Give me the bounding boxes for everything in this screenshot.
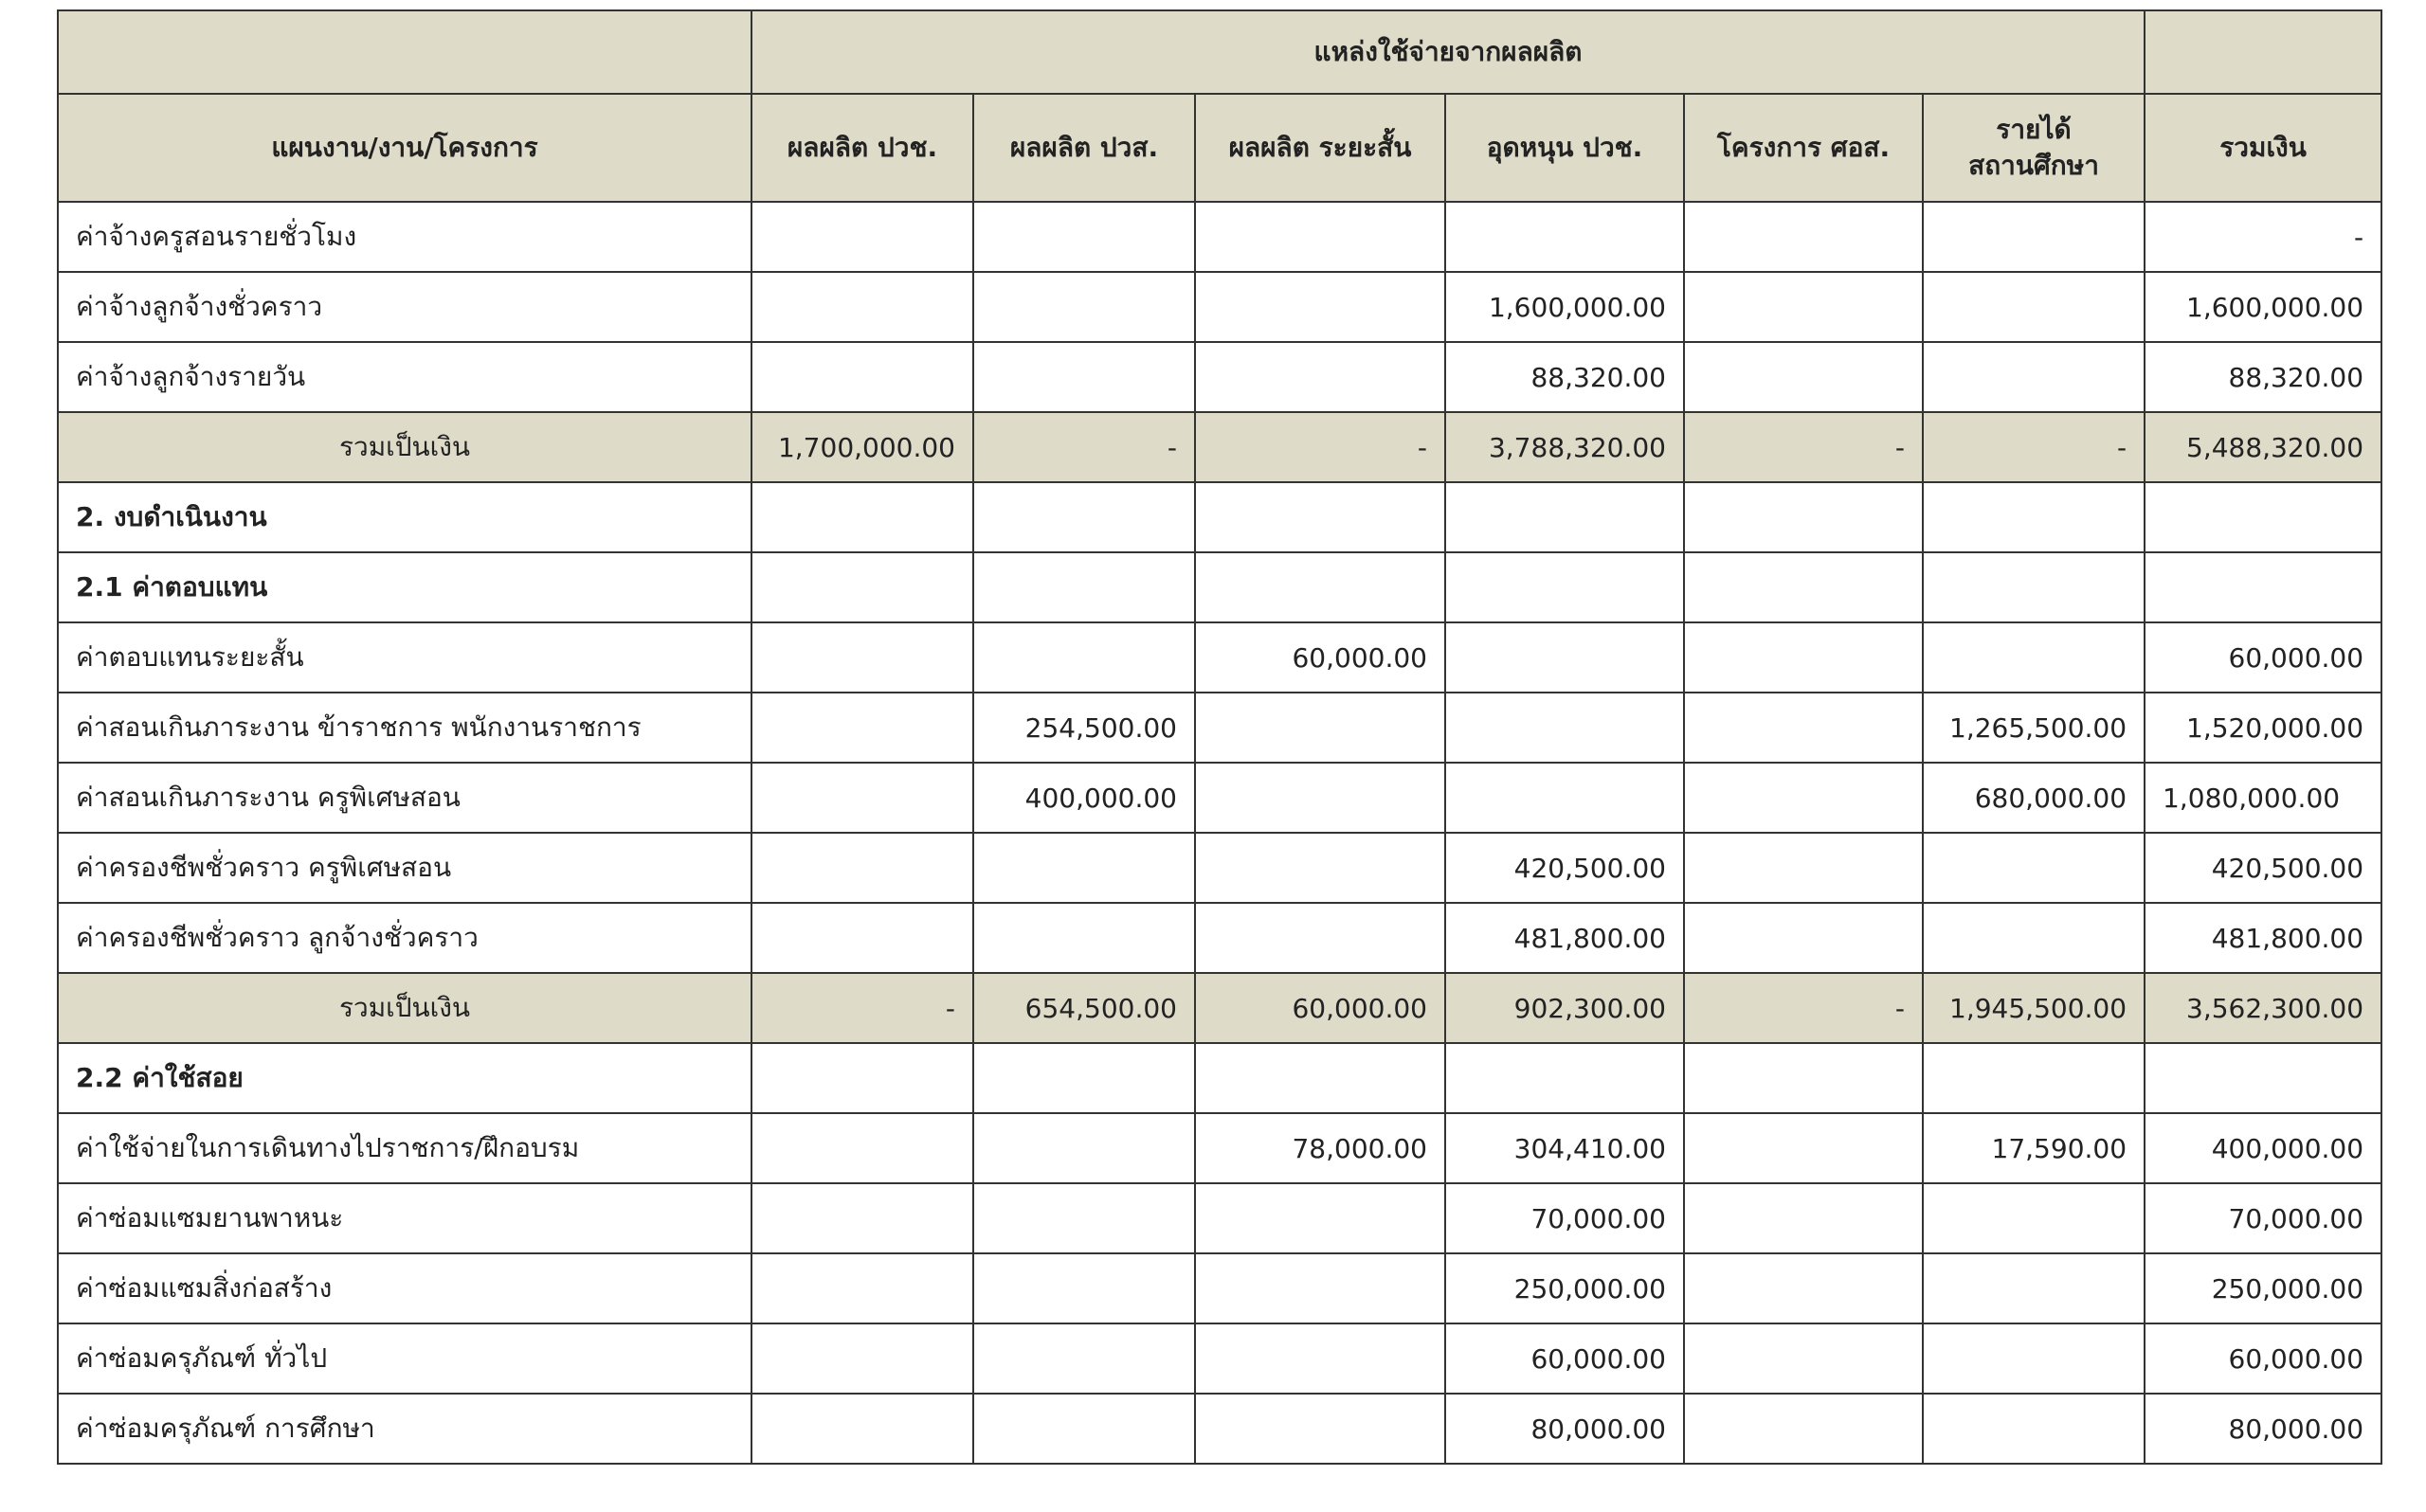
cell-col-3 [1195, 202, 1445, 272]
col-header-high-voc-cert: ผลผลิต ปวส. [973, 94, 1195, 202]
row-label: รวมเป็นเงิน [58, 412, 751, 482]
cell-col-2 [973, 622, 1195, 693]
cell-col-1: 1,700,000.00 [751, 412, 973, 482]
cell-col-4: 60,000.00 [1445, 1323, 1684, 1394]
cell-col-5 [1684, 1113, 1923, 1183]
cell-col-7: 70,000.00 [2145, 1183, 2381, 1253]
cell-col-2 [973, 833, 1195, 903]
cell-col-7: 3,562,300.00 [2145, 973, 2381, 1043]
cell-col-4: 420,500.00 [1445, 833, 1684, 903]
cell-col-4: 70,000.00 [1445, 1183, 1684, 1253]
cell-col-7: 420,500.00 [2145, 833, 2381, 903]
cell-col-5 [1684, 1043, 1923, 1113]
table-row [58, 1323, 2381, 1394]
cell-col-4: 88,320.00 [1445, 342, 1684, 412]
cell-col-6: 680,000.00 [1923, 763, 2145, 833]
row-label: 2.2 ค่าใช้สอย [58, 1043, 751, 1113]
cell-col-7: 1,600,000.00 [2145, 272, 2381, 342]
cell-col-6 [1923, 202, 2145, 272]
row-label: ค่าครองชีพชั่วคราว ครูพิเศษสอน [58, 833, 751, 903]
cell-col-3 [1195, 1394, 1445, 1464]
cell-col-5 [1684, 1323, 1923, 1394]
cell-col-3: - [1195, 412, 1445, 482]
table-row-total [58, 412, 2381, 482]
row-label: ค่าใช้จ่ายในการเดินทางไปราชการ/ฝึกอบรม [58, 1113, 751, 1183]
cell-col-5 [1684, 482, 1923, 552]
cell-col-5 [1684, 272, 1923, 342]
cell-col-3 [1195, 272, 1445, 342]
cell-col-4: 1,600,000.00 [1445, 272, 1684, 342]
col-header-short-course: ผลผลิต ระยะสั้น [1195, 94, 1445, 202]
table-row [58, 1113, 2381, 1183]
col-header-income [1923, 94, 2145, 202]
cell-col-1 [751, 903, 973, 973]
header-blank-right [2145, 10, 2381, 94]
cell-col-6: 1,945,500.00 [1923, 973, 2145, 1043]
table-body [58, 202, 2381, 1464]
cell-col-5 [1684, 763, 1923, 833]
cell-col-2: - [973, 412, 1195, 482]
cell-col-1 [751, 202, 973, 272]
cell-col-3 [1195, 693, 1445, 763]
cell-col-1 [751, 622, 973, 693]
cell-col-4 [1445, 693, 1684, 763]
row-label: 2. งบดำเนินงาน [58, 482, 751, 552]
cell-col-4 [1445, 622, 1684, 693]
table-row [58, 272, 2381, 342]
cell-col-1 [751, 1323, 973, 1394]
cell-col-5 [1684, 622, 1923, 693]
col-header-income-line1: รายได้ [1996, 114, 2072, 146]
cell-col-4 [1445, 763, 1684, 833]
row-label: ค่าตอบแทนระยะสั้น [58, 622, 751, 693]
cell-col-5 [1684, 833, 1923, 903]
row-label: ค่าจ้างลูกจ้างรายวัน [58, 342, 751, 412]
cell-col-5: - [1684, 973, 1923, 1043]
row-label: ค่าซ่อมครุภัณฑ์ ทั่วไป [58, 1323, 751, 1394]
table-row [58, 202, 2381, 272]
cell-col-6: - [1923, 412, 2145, 482]
table-row [58, 1253, 2381, 1323]
row-label: ค่าจ้างลูกจ้างชั่วคราว [58, 272, 751, 342]
col-header-project: โครงการ ศอส. [1684, 94, 1923, 202]
cell-col-1 [751, 763, 973, 833]
cell-col-5: - [1684, 412, 1923, 482]
cell-col-2 [973, 482, 1195, 552]
table-row [58, 1043, 2381, 1113]
cell-col-3: 60,000.00 [1195, 973, 1445, 1043]
cell-col-6 [1923, 903, 2145, 973]
cell-col-4: 902,300.00 [1445, 973, 1684, 1043]
cell-col-4: 481,800.00 [1445, 903, 1684, 973]
cell-col-2 [973, 272, 1195, 342]
cell-col-3 [1195, 482, 1445, 552]
cell-col-2 [973, 202, 1195, 272]
cell-col-7: - [2145, 202, 2381, 272]
cell-col-6 [1923, 1323, 2145, 1394]
cell-col-4: 80,000.00 [1445, 1394, 1684, 1464]
cell-col-2 [973, 1394, 1195, 1464]
cell-col-2: 654,500.00 [973, 973, 1195, 1043]
row-label: ค่าสอนเกินภาระงาน ครูพิเศษสอน [58, 763, 751, 833]
table-row [58, 1183, 2381, 1253]
cell-col-4 [1445, 1043, 1684, 1113]
cell-col-1 [751, 1253, 973, 1323]
cell-col-3 [1195, 1323, 1445, 1394]
cell-col-7: 1,520,000.00 [2145, 693, 2381, 763]
cell-col-4: 304,410.00 [1445, 1113, 1684, 1183]
cell-col-4 [1445, 482, 1684, 552]
cell-col-5 [1684, 1183, 1923, 1253]
row-label: ค่าจ้างครูสอนรายชั่วโมง [58, 202, 751, 272]
table-row [58, 903, 2381, 973]
cell-col-1 [751, 1043, 973, 1113]
cell-col-1: - [751, 973, 973, 1043]
cell-col-2 [973, 1323, 1195, 1394]
cell-col-3 [1195, 763, 1445, 833]
cell-col-2 [973, 1183, 1195, 1253]
cell-col-7: 5,488,320.00 [2145, 412, 2381, 482]
cell-col-1 [751, 342, 973, 412]
cell-col-1 [751, 1394, 973, 1464]
cell-col-6 [1923, 1043, 2145, 1113]
cell-col-6 [1923, 552, 2145, 622]
table-row [58, 482, 2381, 552]
cell-col-5 [1684, 202, 1923, 272]
cell-col-3: 60,000.00 [1195, 622, 1445, 693]
cell-col-3 [1195, 1043, 1445, 1113]
cell-col-6: 17,590.00 [1923, 1113, 2145, 1183]
cell-col-6 [1923, 622, 2145, 693]
cell-col-2: 400,000.00 [973, 763, 1195, 833]
col-header-plan: แผนงาน/งาน/โครงการ [58, 94, 751, 202]
table-row-total [58, 973, 2381, 1043]
cell-col-5 [1684, 342, 1923, 412]
cell-col-6 [1923, 482, 2145, 552]
cell-col-3 [1195, 833, 1445, 903]
col-header-voc-cert: ผลผลิต ปวช. [751, 94, 973, 202]
cell-col-2 [973, 342, 1195, 412]
row-label: รวมเป็นเงิน [58, 973, 751, 1043]
cell-col-2 [973, 903, 1195, 973]
cell-col-6 [1923, 272, 2145, 342]
row-label: ค่าซ่อมแซมยานพาหนะ [58, 1183, 751, 1253]
cell-col-5 [1684, 693, 1923, 763]
table-row [58, 693, 2381, 763]
cell-col-3 [1195, 903, 1445, 973]
cell-col-4 [1445, 552, 1684, 622]
cell-col-5 [1684, 903, 1923, 973]
cell-col-2 [973, 1253, 1195, 1323]
cell-col-3 [1195, 1253, 1445, 1323]
cell-col-7 [2145, 552, 2381, 622]
cell-col-7: 250,000.00 [2145, 1253, 2381, 1323]
table-row [58, 622, 2381, 693]
cell-col-5 [1684, 1394, 1923, 1464]
cell-col-6: 1,265,500.00 [1923, 693, 2145, 763]
table-row [58, 342, 2381, 412]
table-row [58, 763, 2381, 833]
cell-col-6 [1923, 1253, 2145, 1323]
col-header-subsidy-voc: อุดหนุน ปวช. [1445, 94, 1684, 202]
row-label: ค่าซ่อมแซมสิ่งก่อสร้าง [58, 1253, 751, 1323]
cell-col-1 [751, 1113, 973, 1183]
cell-col-1 [751, 552, 973, 622]
cell-col-7 [2145, 482, 2381, 552]
row-label: 2.1 ค่าตอบแทน [58, 552, 751, 622]
cell-col-7 [2145, 1043, 2381, 1113]
cell-col-7: 60,000.00 [2145, 622, 2381, 693]
table-row [58, 833, 2381, 903]
cell-col-7: 481,800.00 [2145, 903, 2381, 973]
row-label: ค่าสอนเกินภาระงาน ข้าราชการ พนักงานราชการ [58, 693, 751, 763]
header-row-group [58, 10, 2381, 94]
cell-col-6 [1923, 1183, 2145, 1253]
cell-col-7: 60,000.00 [2145, 1323, 2381, 1394]
cell-col-7: 88,320.00 [2145, 342, 2381, 412]
cell-col-4: 250,000.00 [1445, 1253, 1684, 1323]
header-row-columns [58, 94, 2381, 202]
table-row [58, 1394, 2381, 1464]
cell-col-2 [973, 1043, 1195, 1113]
cell-col-4 [1445, 202, 1684, 272]
cell-col-5 [1684, 552, 1923, 622]
header-blank-left [58, 10, 751, 94]
cell-col-1 [751, 833, 973, 903]
row-label: ค่าซ่อมครุภัณฑ์ การศึกษา [58, 1394, 751, 1464]
table-row [58, 552, 2381, 622]
cell-col-2 [973, 1113, 1195, 1183]
cell-col-3 [1195, 1183, 1445, 1253]
cell-col-3 [1195, 342, 1445, 412]
cell-col-7: 1,080,000.00 [2145, 763, 2381, 833]
col-header-total: รวมเงิน [2145, 94, 2381, 202]
cell-col-5 [1684, 1253, 1923, 1323]
cell-col-1 [751, 482, 973, 552]
cell-col-2: 254,500.00 [973, 693, 1195, 763]
cell-col-3: 78,000.00 [1195, 1113, 1445, 1183]
row-label: ค่าครองชีพชั่วคราว ลูกจ้างชั่วคราว [58, 903, 751, 973]
cell-col-6 [1923, 1394, 2145, 1464]
col-header-income-line2: สถานศึกษา [1968, 150, 2099, 181]
cell-col-3 [1195, 552, 1445, 622]
cell-col-4: 3,788,320.00 [1445, 412, 1684, 482]
cell-col-1 [751, 693, 973, 763]
budget-table [57, 9, 2382, 1465]
cell-col-6 [1923, 342, 2145, 412]
header-group-label: แหล่งใช้จ่ายจากผลผลิต [751, 10, 2145, 94]
cell-col-1 [751, 272, 973, 342]
cell-col-2 [973, 552, 1195, 622]
cell-col-7: 80,000.00 [2145, 1394, 2381, 1464]
cell-col-6 [1923, 833, 2145, 903]
cell-col-1 [751, 1183, 973, 1253]
cell-col-7: 400,000.00 [2145, 1113, 2381, 1183]
